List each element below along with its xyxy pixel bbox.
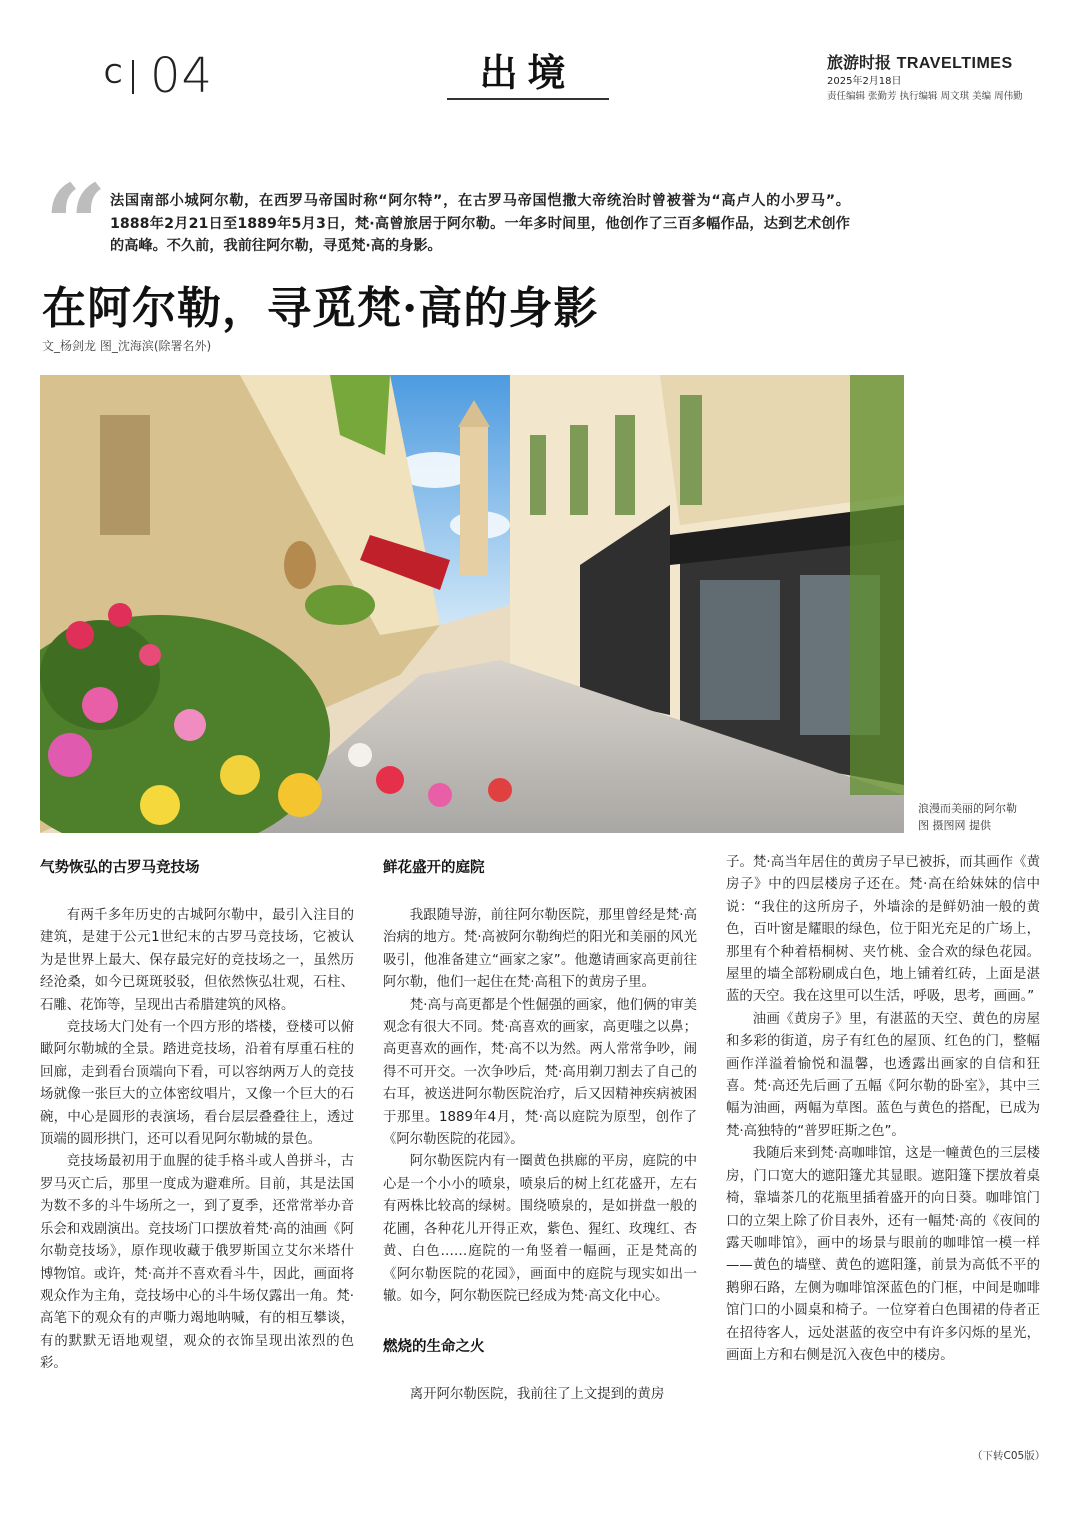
section-code: C bbox=[104, 60, 125, 90]
col2-paragraph: 梵·高与高更都是个性倔强的画家，他们俩的审美观念有很大不同。梵·高喜欢的画家，高更嗤之以鼻；高更喜欢的画作，梵·高不以为然。两人常常争吵，闹得不可开交。一次争吵后，梵·高用剃刀割去了自己的右耳，被送进阿尔勒医院治疗，后又因精神疾病被困于那里。1889年4月，梵·高以庭院为原型，创作了《阿尔勒医院的花园》。 bbox=[383, 997, 697, 1148]
masthead-en: TRAVELTIMES bbox=[896, 55, 1013, 72]
continued-note: （下转C05版） bbox=[972, 1450, 1046, 1462]
column-3 bbox=[726, 852, 1040, 1367]
col2-paragraph: 阿尔勒医院内有一圈黄色拱廊的平房，庭院的中心是一个小小的喷泉，喷泉后的树上红花盛开，左右有两株比较高的绿树。围绕喷泉的，是如拼盘一般的花圃，各种花儿开得正欢，紫色、猩红、玫瑰红、杏黄、白色……庭院的一角竖着一幅画，正是梵高的《阿尔勒医院的花园》，画面中的庭院与现实如出一辙。如今，阿尔勒医院已经成为梵·高文化中心。 bbox=[383, 1154, 697, 1304]
page-number: 04 bbox=[150, 48, 214, 104]
column-2 bbox=[383, 857, 697, 1407]
col1-paragraph: 有两千多年历史的古城阿尔勒中，最引入注目的建筑，是建于公元1世纪末的古罗马竞技场，它被认为是世界上最大、保存最完好的竞技场之一，虽然历经沧桑，如今已斑斑驳驳，但依然恢弘壮观，石柱、石雕、花饰等，呈现出古希腊建筑的风格。 bbox=[40, 908, 354, 1013]
col3-paragraph: 油画《黄房子》里，有湛蓝的天空、黄色的房屋和多彩的街道，房子有红色的屋顶、红色的门，整幅画作洋溢着愉悦和温馨，也透露出画家的自信和狂喜。梵·高还先后画了五幅《阿尔勒的卧室》，其中三幅为油画，两幅为草图。蓝色与黄色的搭配，已成为梵·高独特的“普罗旺斯之色”。 bbox=[726, 1011, 1040, 1139]
masthead-cn: 旅游时报 bbox=[827, 53, 892, 72]
column-1 bbox=[40, 857, 354, 1376]
publication-date: 2025年2月18日 bbox=[827, 76, 902, 87]
caption-line-1: 浪漫而美丽的阿尔勒 bbox=[918, 802, 1017, 815]
quote-mark-icon: “ bbox=[44, 160, 108, 289]
col3-continuation: 子。梵·高当年居住的黄房子早已被拆，而其画作《黄房子》中的四层楼房子还在。梵·高在给妹妹的信中说：“我住的这所房子，外墙涂的是鲜奶油一般的黄色，百叶窗是耀眼的绿色，位于阳光充足的广场上，那里有个种着梧桐树、夹竹桃、金合欢的绿色花园。屋里的墙全部粉刷成白色，地上铺着红砖，上面是湛蓝的天空。我在这里可以生活，呼吸，思考，画画。” bbox=[726, 855, 1040, 1005]
headline: 在阿尔勒，寻觅梵·高的身影 bbox=[42, 283, 599, 334]
caption-line-2: 图 摄图网 提供 bbox=[918, 819, 991, 832]
col3-paragraph: 我随后来到梵·高咖啡馆，这是一幢黄色的三层楼房，门口宽大的遮阳篷尤其显眼。遮阳篷下摆放着桌椅，靠墙茶几的花瓶里插着盛开的向日葵。咖啡馆门口的立架上除了价目表外，还有一幅梵·高的《夜间的露天咖啡馆》，画中的场景与眼前的咖啡馆一模一样——黄色的墙壁、黄色的遮阳篷，前景为高低不平的鹅卵石路，左侧为咖啡馆深蓝色的门框，中间是咖啡馆门口的小圆桌和椅子。一位穿着白色围裙的侍者正在招待客人，远处湛蓝的夜空中有许多闪烁的星光，画面上方和右侧是沉入夜色中的楼房。 bbox=[726, 1146, 1040, 1363]
page-divider bbox=[132, 60, 134, 94]
editors-line: 责任编辑 张勤芳 执行编辑 周文琪 美编 周伟勤 bbox=[827, 91, 1023, 102]
lead-paragraph: 法国南部小城阿尔勒，在西罗马帝国时称“阿尔特”，在古罗马帝国恺撒大帝统治时曾被誉为“高卢人的小罗马”。1888年2月21日至1889年5月3日，梵·高曾旅居于阿尔勒。一年多时间里，他创作了三百多幅作品，达到艺术创作的高峰。不久前，我前往阿尔勒，寻觅梵·高的身影。 bbox=[110, 193, 850, 254]
col2-heading: 鲜花盛开的庭院 bbox=[383, 860, 485, 876]
byline: 文_杨剑龙 图_沈海滨(除署名外) bbox=[42, 339, 212, 353]
masthead bbox=[827, 50, 1013, 73]
col2-paragraph: 离开阿尔勒医院，我前往了上文提到的黄房 bbox=[409, 1387, 665, 1403]
col2-heading-2: 燃烧的生命之火 bbox=[383, 1339, 485, 1356]
section-title: 出境 bbox=[479, 50, 576, 95]
col1-paragraph: 竞技场最初用于血腥的徒手格斗或人兽拼斗，古罗马灭亡后，那里一度成为避难所。目前，其是法国为数不多的斗牛场所之一，到了夏季，还常常举办音乐会和戏剧演出。竞技场门口摆放着梵·高的油画《阿尔勒竞技场》，原作现收藏于俄罗斯国立艾尔米塔什博物馆。或许，梵·高并不喜欢看斗牛，因此，画面将观众作为主角，竞技场中心的斗牛场仅露出一角。梵·高笔下的观众有的声嘶力竭地呐喊，有的相互攀谈，有的默默无语地观望，观众的衣饰呈现出浓烈的色彩。 bbox=[40, 1154, 354, 1372]
col2-paragraph: 我跟随导游，前往阿尔勒医院，那里曾经是梵·高治病的地方。梵·高被阿尔勒绚烂的阳光和美丽的风光吸引，他准备建立“画家之家”。他邀请画家高更前往阿尔勒，他们一起住在梵·高租下的黄房子里。 bbox=[383, 908, 697, 991]
col1-heading: 气势恢弘的古罗马竞技场 bbox=[40, 860, 200, 876]
photo-caption bbox=[918, 800, 1017, 834]
section-rule bbox=[447, 98, 609, 100]
col1-paragraph: 竞技场大门处有一个四方形的塔楼，登楼可以俯瞰阿尔勒城的全景。踏进竞技场，沿着有厚重石柱的回廊，走到看台顶端向下看，可以容纳两万人的竞技场就像一张巨大的立体密纹唱片，又像一个巨大的石碗，中心是圆形的表演场，看台层层叠叠往上，透过顶端的圆形拱门，还可以看见阿尔勒城的景色。 bbox=[40, 1020, 354, 1148]
street-photo bbox=[40, 375, 904, 833]
